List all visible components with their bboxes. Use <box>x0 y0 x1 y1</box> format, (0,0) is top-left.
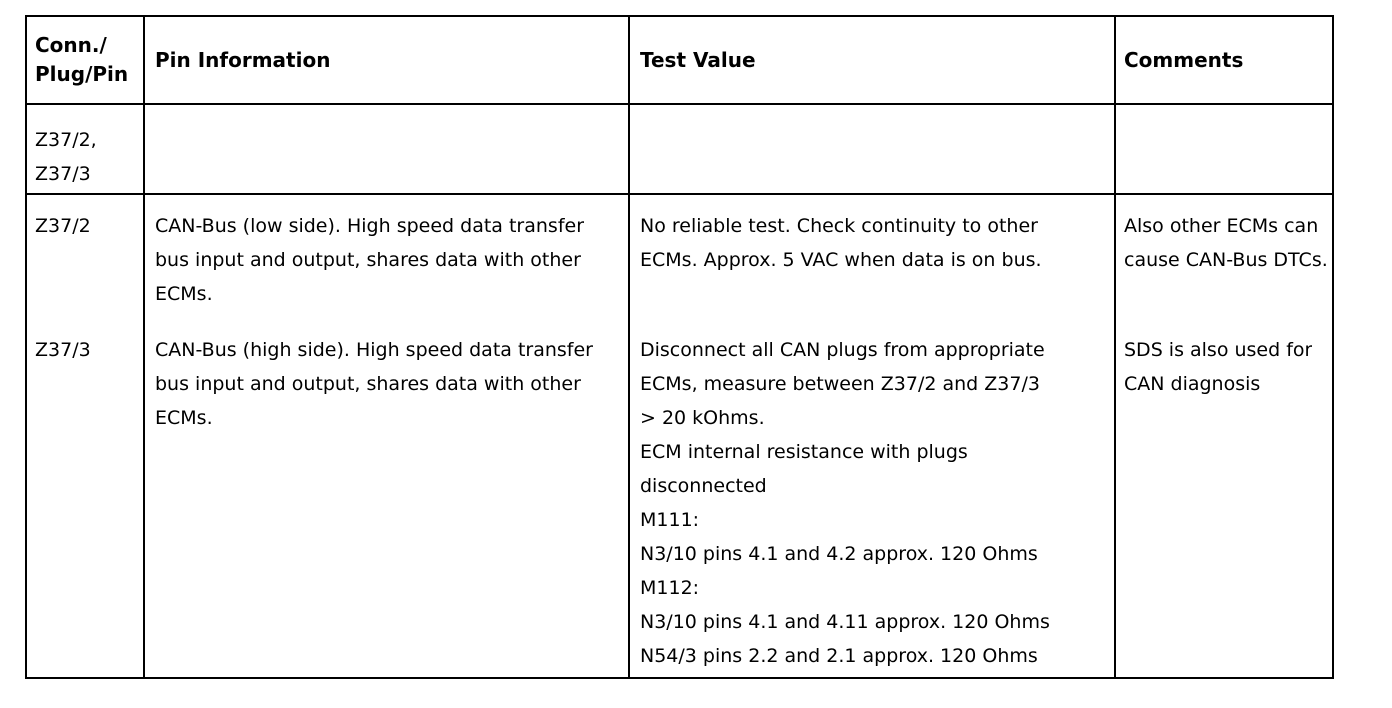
test-value-line: ECM internal resistance with plugs <box>640 441 968 463</box>
comments-line: SDS is also used for <box>1124 339 1313 361</box>
pin-info-line: ECMs. <box>155 407 213 429</box>
group-conn-line: Z37/3 <box>35 163 91 185</box>
pin-info-line: CAN-Bus (high side). High speed data transfer <box>155 339 593 361</box>
column-divider <box>143 17 145 677</box>
header-pin-information: Pin Information <box>155 48 331 72</box>
group-row-divider <box>27 193 1332 195</box>
test-value-line: M112: <box>640 577 700 599</box>
row-z37-3-comments <box>1124 333 1312 401</box>
comments-line: Also other ECMs can <box>1124 215 1319 237</box>
header-comments: Comments <box>1124 48 1244 72</box>
test-value-line: M111: <box>640 509 700 531</box>
pin-info-line: bus input and output, shares data with other <box>155 373 581 395</box>
row-z37-2-test-value <box>640 209 1042 277</box>
header-row-divider <box>27 103 1332 105</box>
test-value-line: Disconnect all CAN plugs from appropriate <box>640 339 1045 361</box>
pin-test-table <box>25 15 1334 679</box>
header-test-value: Test Value <box>640 48 756 72</box>
test-value-line: disconnected <box>640 475 767 497</box>
row-z37-3-conn: Z37/3 <box>35 339 91 361</box>
row-z37-2-pin-info <box>155 209 584 311</box>
pin-info-line: CAN-Bus (low side). High speed data transfer <box>155 215 585 237</box>
header-conn-line: Plug/Pin <box>35 62 129 86</box>
header-conn-line: Conn./ <box>35 33 107 57</box>
row-z37-3-test-value <box>640 333 1050 673</box>
row-z37-2-conn: Z37/2 <box>35 215 91 237</box>
pin-info-line: ECMs. <box>155 283 213 305</box>
test-value-line: ECMs. Approx. 5 VAC when data is on bus. <box>640 249 1042 271</box>
comments-line: CAN diagnosis <box>1124 373 1261 395</box>
row-z37-3-pin-info <box>155 333 593 435</box>
header-conn-plug-pin <box>35 31 128 89</box>
test-value-line: N3/10 pins 4.1 and 4.2 approx. 120 Ohms <box>640 543 1038 565</box>
test-value-line: No reliable test. Check continuity to other <box>640 215 1038 237</box>
column-divider <box>628 17 630 677</box>
row-z37-2-comments <box>1124 209 1334 277</box>
test-value-line: > 20 kOhms. <box>640 407 765 429</box>
test-value-line: N3/10 pins 4.1 and 4.11 approx. 120 Ohms <box>640 611 1050 633</box>
column-divider <box>1114 17 1116 677</box>
group-row-conn <box>35 123 97 191</box>
test-value-line: N54/3 pins 2.2 and 2.1 approx. 120 Ohms <box>640 645 1038 667</box>
group-conn-line: Z37/2, <box>35 129 97 151</box>
test-value-line: ECMs, measure between Z37/2 and Z37/3 <box>640 373 1040 395</box>
comments-line: cause CAN-Bus DTCs. <box>1124 249 1328 271</box>
pin-info-line: bus input and output, shares data with other <box>155 249 581 271</box>
